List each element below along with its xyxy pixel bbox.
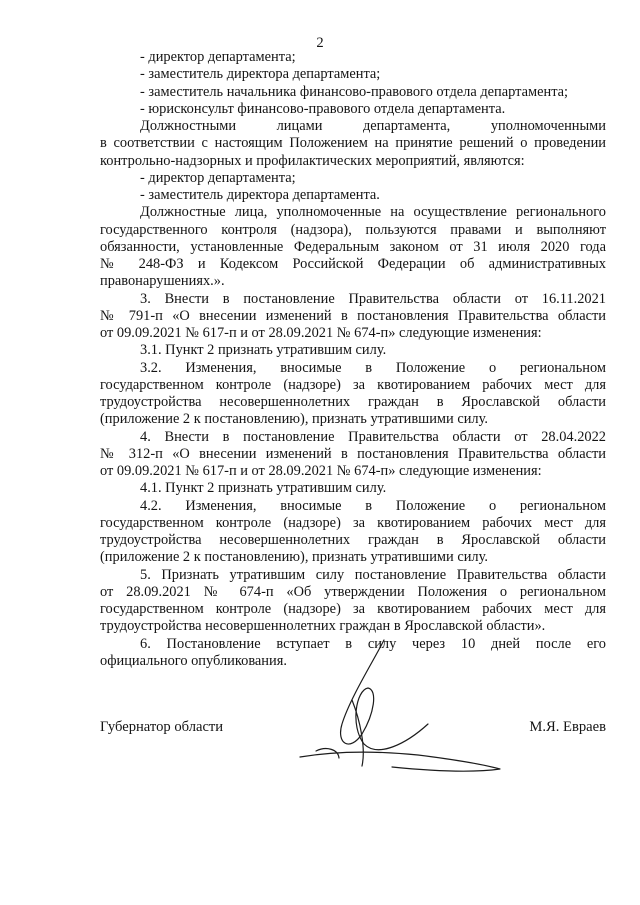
text-line: 3.2. Изменения, вносимые в Положение о региональном bbox=[140, 359, 606, 376]
text-line: 4. Внести в постановление Правительства области от 28.04.2022 bbox=[140, 428, 606, 445]
text-line: официального опубликования. bbox=[100, 652, 287, 669]
text-line: государственном контроле (надзоре) за квотированием рабочих мест для bbox=[100, 376, 606, 393]
text-line: - заместитель директора департамента; bbox=[140, 66, 381, 83]
text-line: трудоустройства несовершеннолетних граждан в Ярославской области bbox=[100, 394, 606, 410]
body-text bbox=[100, 49, 606, 670]
text-line: трудоустройства несовершеннолетних граждан в Ярославской области». bbox=[100, 618, 546, 635]
paragraph bbox=[100, 636, 606, 671]
paragraph bbox=[100, 342, 606, 359]
paragraph bbox=[100, 170, 606, 187]
text-line: контрольно-надзорных и профилактических мероприятий, являются: bbox=[100, 152, 525, 169]
text-line: трудоустройства несовершеннолетних граждан в Ярославской области bbox=[100, 532, 606, 548]
text-line: 4.2. Изменения, вносимые в Положение о региональном bbox=[140, 497, 606, 514]
text-line: Должностные лица, уполномоченные на осуществление регионального bbox=[140, 204, 606, 221]
text-line: (приложение 2 к постановлению), признать утратившими силу. bbox=[100, 411, 488, 428]
page-number: 2 bbox=[316, 35, 324, 51]
text-line: от 09.09.2021 № 617-п и от 28.09.2021 № 674-п» следующие изменения: bbox=[100, 325, 542, 341]
text-line: - директор департамента; bbox=[140, 169, 296, 186]
text-line: Должностными лицами департамента, уполномоченными bbox=[140, 118, 606, 134]
signatory-name: М.Я. Евраев bbox=[529, 719, 606, 735]
text-line: государственном контроле (надзоре) за квотированием рабочих мест для bbox=[100, 601, 606, 617]
text-line: 5. Признать утратившим силу постановление Правительства области bbox=[140, 566, 606, 583]
text-line: государственного контроля (надзора), пользуются правами и выполняют bbox=[100, 221, 606, 238]
paragraph bbox=[100, 49, 606, 66]
text-line: - юрисконсульт финансово-правового отдела департамента. bbox=[140, 100, 506, 117]
paragraph bbox=[100, 187, 606, 204]
text-line: - заместитель директора департамента. bbox=[140, 187, 380, 203]
paragraph bbox=[100, 204, 606, 290]
text-line: от 28.09.2021 № 674-п «Об утверждении Положения о региональном bbox=[100, 583, 606, 600]
text-line: 4.1. Пункт 2 признать утратившим силу. bbox=[140, 480, 387, 497]
paragraph bbox=[100, 101, 606, 118]
text-line: обязанности, установленные Федеральным законом от 31 июля 2020 года bbox=[100, 238, 606, 255]
text-line: 3. Внести в постановление Правительства области от 16.11.2021 bbox=[140, 290, 606, 307]
text-line: 3.1. Пункт 2 признать утратившим силу. bbox=[140, 342, 387, 359]
text-line: государственном контроле (надзоре) за квотированием рабочих мест для bbox=[100, 514, 606, 531]
paragraph bbox=[100, 498, 606, 567]
text-line: (приложение 2 к постановлению), признать утратившими силу. bbox=[100, 549, 488, 566]
paragraph bbox=[100, 567, 606, 636]
text-line: № 312-п «О внесении изменений в постановления Правительства области bbox=[100, 445, 606, 462]
text-line: от 09.09.2021 № 617-п и от 28.09.2021 № 674-п» следующие изменения: bbox=[100, 463, 542, 479]
text-line: № 248-ФЗ и Кодексом Российской Федерации об административных bbox=[100, 256, 606, 272]
paragraph bbox=[100, 118, 606, 170]
paragraph bbox=[100, 66, 606, 83]
text-line: 6. Постановление вступает в силу через 10 дней после его bbox=[140, 635, 606, 652]
text-line: правонарушениях.». bbox=[100, 273, 225, 290]
text-line: № 791-п «О внесении изменений в постановления Правительства области bbox=[100, 307, 606, 324]
text-line: - директор департамента; bbox=[140, 49, 296, 65]
paragraph bbox=[100, 84, 606, 101]
paragraph bbox=[100, 480, 606, 497]
paragraph bbox=[100, 360, 606, 429]
paragraph bbox=[100, 429, 606, 481]
signatory-position: Губернатор области bbox=[100, 719, 224, 735]
text-line: - заместитель начальника финансово-правового отдела департамента; bbox=[140, 83, 569, 100]
text-line: в соответствии с настоящим Положением на принятие решений о проведении bbox=[100, 135, 606, 152]
paragraph bbox=[100, 291, 606, 343]
